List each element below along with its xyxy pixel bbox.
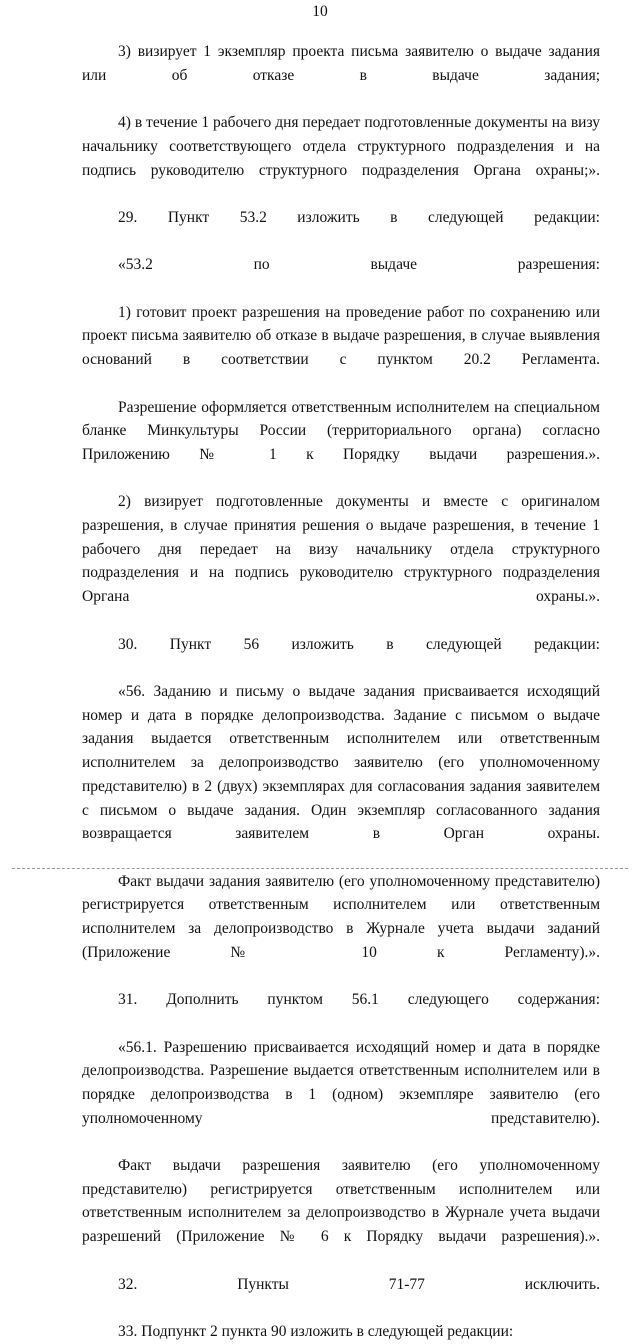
paragraph-53-2-heading: «53.2 по выдаче разрешения: [118,256,600,274]
paragraph-permit-form: Разрешение оформляется ответственным исполнителем на специальном бланке Минкультуры России (территориального органа) согласно Приложению № 1 к Порядку выдачи разрешения.». [82,398,600,463]
paragraph-item-3: 3) визирует 1 экземпляр проекта письма заявителю о выдаче задания или об отказе в выдаче задания; [82,43,600,84]
paragraph-53-2-item-1: 1) готовит проект разрешения на проведение работ по сохранению или проект письма заявителю об отказе в выдаче разрешения, в случае выявления оснований в соответствии с пунктом 20.2 Регламента. [82,303,600,369]
page-number: 10 [312,3,328,20]
paragraph-point-33: 33. Подпункт 2 пункта 90 изложить в следующей редакции: [118,1322,514,1340]
paragraph-point-32: 32. Пункты 71-77 исключить. [118,1275,600,1293]
paragraph-56-fact: Факт выдачи задания заявителю (его уполномоченному представителю) регистрируется ответственным исполнителем или ответственным исполнителем за делопроизводство в Журнале учета выдачи заданий (Приложение № 10 к Регламенту).». [82,872,600,961]
paragraph-item-4: 4) в течение 1 рабочего дня передает подготовленные документы на визу начальнику соответствующего отдела структурного подразделения и на подпись руководителю структурного подразделения Органа охраны;». [82,114,600,179]
paragraph-56-1: «56.1. Разрешению присваивается исходящий номер и дата в порядке делопроизводства. Разрешение выдается ответственным исполнителем или в порядке делопроизводства в 1 (одном) экземпляре заявителю (его уполномоченному представителю). [82,1038,600,1127]
paragraph-56-1-fact: Факт выдачи разрешения заявителю (его уполномоченному представителю) регистрируется ответственным исполнителем или ответственным исполнителем за делопроизводство в Журнале учета выдачи разрешений (Приложение № 6 к Порядку выдачи разрешения).». [82,1157,600,1246]
paragraph-point-31: 31. Дополнить пунктом 56.1 следующего содержания: [118,991,600,1009]
paragraph-point-29: 29. Пункт 53.2 изложить в следующей редакции: [118,208,600,226]
paragraph-56: «56. Заданию и письму о выдаче задания присваивается исходящий номер и дата в порядке делопроизводства. Задание с письмом о выдаче задания выдается ответственным исполнителем или ответственным исполнителем за делопроизводство заявителю (его уполномоченному представителю) в 2 (двух) экземплярах для согласования задания заявителем с письмом о выдаче задания. Один экземпляр согласованного задания возвращается заявителем в Орган охраны. [82,682,600,843]
paragraph-53-2-item-2: 2) визирует подготовленные документы и вместе с оригиналом разрешения, в случае принятия решения о выдаче разрешения, в течение 1 рабочего дня передает на визу начальнику отдела структурного подразделения и на подпись руководителю структурного подразделения Органа охраны.». [82,493,600,606]
paragraph-point-30: 30. Пункт 56 изложить в следующей редакции: [118,635,600,653]
page-bottom-divider [12,868,628,869]
document-body [82,40,600,1344]
